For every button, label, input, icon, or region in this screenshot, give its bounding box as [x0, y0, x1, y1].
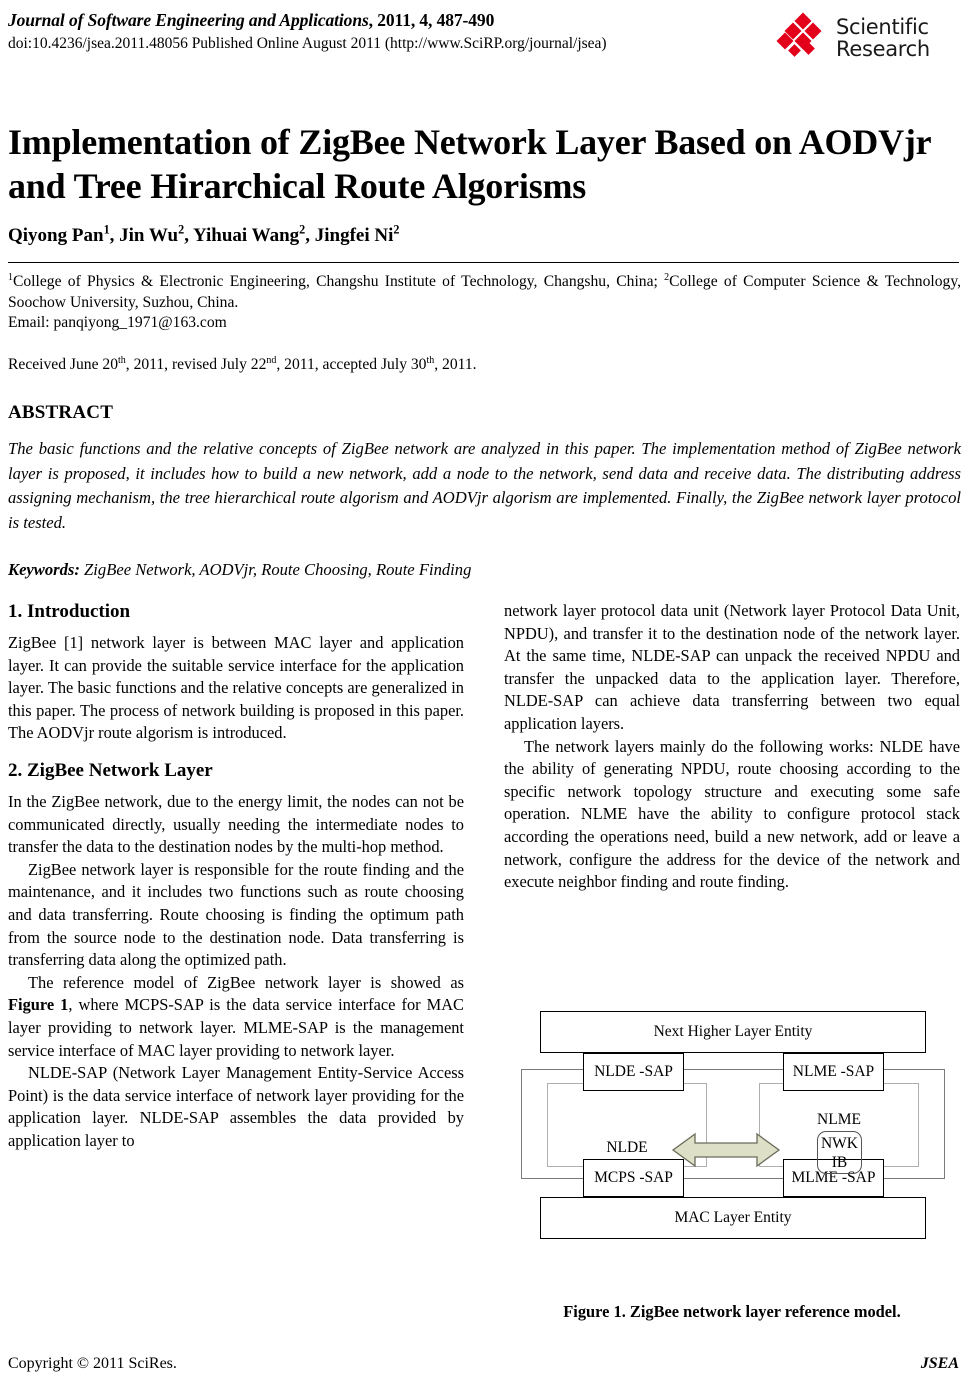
nlde-sap-box [583, 1053, 684, 1091]
affil-marker: 2 [664, 271, 670, 283]
box-label: Next Higher Layer Entity [653, 1023, 813, 1040]
abstract-text: The basic functions and the relative concepts of ZigBee network are analyzed in this paper. The implementation method of ZigBee network layer is proposed, it includes how to build a new network, add a node to the network, send data and receive data. The distributing address assigning mechanism, the tree hierarchical route algorism and AODVjr algorism are implemented. Finally, the ZigBee network layer protocol is tested. [8, 439, 961, 532]
connector-line-right-bottom [883, 1178, 945, 1179]
double-arrow-icon [671, 1128, 781, 1172]
next-higher-layer-entity-box [540, 1011, 926, 1053]
header-divider [8, 262, 959, 263]
bidirectional-arrow [671, 1128, 781, 1172]
section-heading-zigbee-network-layer: 2. ZigBee Network Layer [8, 759, 213, 781]
nlme-label: NLME [817, 1111, 861, 1128]
keywords-label: Keywords: [8, 560, 80, 579]
author-name: Jingfei Ni [314, 225, 394, 246]
body-column-right [504, 600, 960, 894]
connector-line-right-vertical [944, 1069, 945, 1179]
ib-label: IB [831, 1153, 848, 1171]
spacer [8, 745, 464, 759]
logo-line-1: Scientific [836, 15, 929, 39]
logo-text [836, 16, 930, 60]
paragraph: ZigBee network layer is responsible for the route finding and the maintenance, and it includes two functions such as route choosing and data transferring. Route choosing is finding the optimum path from the source node to the destination node. Data transferring is transferring data along the optimized path. [8, 859, 464, 970]
box-label: MAC Layer Entity [674, 1209, 792, 1226]
journal-name: Journal of Software Engineering and Applications [8, 10, 369, 30]
keywords-value: ZigBee Network, AODVjr, Route Choosing, Route Finding [79, 560, 472, 579]
ordinal-suffix: nd [266, 354, 277, 366]
received-pre: Received June 20 [8, 356, 118, 373]
box-label: MLME -SAP [791, 1169, 876, 1186]
received-dates [8, 355, 959, 375]
connector-line-left-top [521, 1069, 583, 1070]
author-name: Jin Wu [119, 225, 179, 246]
paper-title: Implementation of ZigBee Network Layer Based on AODVjr and Tree Hirarchical Route Algorisms [8, 122, 931, 207]
nlme-sap-box [783, 1053, 884, 1091]
mcps-sap-box [583, 1159, 684, 1197]
abstract-heading: ABSTRACT [8, 402, 114, 423]
paragraph: ZigBee [1] network layer is between MAC layer and application layer. It can provide the suitable service interface for the application layer. The basic functions and the relative concepts are generalized in this paper. The process of network building is proposed in this paper. The AODVjr route algorism is introduced. [8, 633, 464, 743]
paragraph: The network layers mainly do the following works: NLDE have the ability of generating NPDU, route choosing according to the specific network topology structure and executing some safe operation. NLME have the ability to configure protocol stack according the operations need, build a new network, add or leave a network, configure the address for the device of the network and execute neighbor finding and route finding. [504, 736, 960, 892]
scientific-research-logo [779, 10, 959, 66]
box-label: NLDE -SAP [594, 1063, 673, 1080]
footer-journal-abbrev: JSEA [920, 1355, 959, 1372]
affiliation-2: College of Computer Science & Technology, Soochow University, Suzhou, China. [8, 273, 962, 311]
diamond-logo-icon [779, 13, 831, 63]
affiliation-block [8, 272, 961, 334]
paragraph: In the ZigBee network, due to the energy limit, the nodes can not be communicated directly, usually needing the intermediate nodes to transfer the data to the destination nodes by the multi-hop method. [8, 791, 464, 857]
ordinal-suffix: th [118, 354, 126, 366]
author-affil-marker: 2 [393, 222, 400, 237]
figure-1-diagram [521, 1011, 945, 1292]
body-column-left [8, 600, 464, 1152]
footer-copyright: Copyright © 2011 SciRes. [8, 1355, 177, 1372]
affil-marker: 1 [8, 271, 13, 283]
journal-volume-pages: , 2011, 4, 487-490 [368, 10, 495, 30]
connector-line-middle-top [684, 1069, 784, 1070]
box-label: NLME -SAP [792, 1063, 875, 1080]
author-name: Yihuai Wang [193, 225, 300, 246]
doi-line: doi:10.4236/jsea.2011.48056 Published Online August 2011 (http://www.SciRP.org/journal/jsea) [8, 35, 607, 52]
box-label: MCPS -SAP [594, 1169, 673, 1186]
nwk-ib-box [817, 1131, 862, 1174]
nwk-label: NWK [820, 1134, 859, 1152]
section-heading-introduction: 1. Introduction [8, 601, 131, 622]
author-affil-marker: 1 [103, 222, 110, 237]
author-list: Qiyong Pan$^1$, Jin Wu$^2$, Yihuai Wang$^2$, Jingfei Ni$^2$ [8, 222, 400, 246]
logo-line-2: Research [836, 37, 930, 61]
connector-line-middle-bottom [684, 1178, 784, 1179]
author-name: Qiyong Pan [8, 225, 104, 246]
connector-line-left-bottom [521, 1178, 583, 1179]
paragraph-with-figure-ref [8, 972, 464, 1062]
mac-layer-entity-box [540, 1197, 926, 1239]
connector-line-right-top [883, 1069, 945, 1070]
paragraph: network layer protocol data unit (Network layer Protocol Data Unit, NPDU), and transfer it to the destination node of the network layer. At the same time, NLDE-SAP can unpack the received NPDU and transfer the unpacked data to the application layer. Therefore, NLDE-SAP can achieve data transferring between two equal application layers. [504, 601, 960, 733]
received-tail: , 2011. [434, 356, 477, 373]
ordinal-suffix: th [426, 354, 435, 366]
paragraph-part: , where MCPS-SAP is the data service interface for MAC layer providing to network layer. MLME-SAP is the management service interface of MAC layer providing to network layer. [8, 995, 464, 1060]
keywords-line [8, 558, 961, 582]
accepted-text: , 2011, accepted July 30 [276, 356, 427, 373]
paragraph-part: The reference model of ZigBee network layer is showed as [28, 972, 464, 992]
paragraph: NLDE-SAP (Network Layer Management Entity-Service Access Point) is the data service interface of network layer providing for the application layer. NLDE-SAP assembles the data provided by application layer to [8, 1063, 464, 1150]
connector-line-left-vertical [521, 1069, 522, 1179]
figure-reference: Figure 1 [8, 995, 69, 1015]
figure-1-caption: Figure 1. ZigBee network layer reference model. [563, 1302, 901, 1321]
author-email: Email: panqiyong_1971@163.com [8, 314, 227, 331]
affiliation-1: College of Physics & Electronic Engineering, Changshu Institute of Technology, Changshu, China; [12, 273, 665, 290]
author-affil-marker: 2 [178, 222, 185, 237]
page-header [8, 10, 959, 72]
nlde-label: NLDE [606, 1139, 648, 1156]
revised-text: , 2011, revised July 22 [125, 356, 267, 373]
author-affil-marker: 2 [299, 222, 306, 237]
